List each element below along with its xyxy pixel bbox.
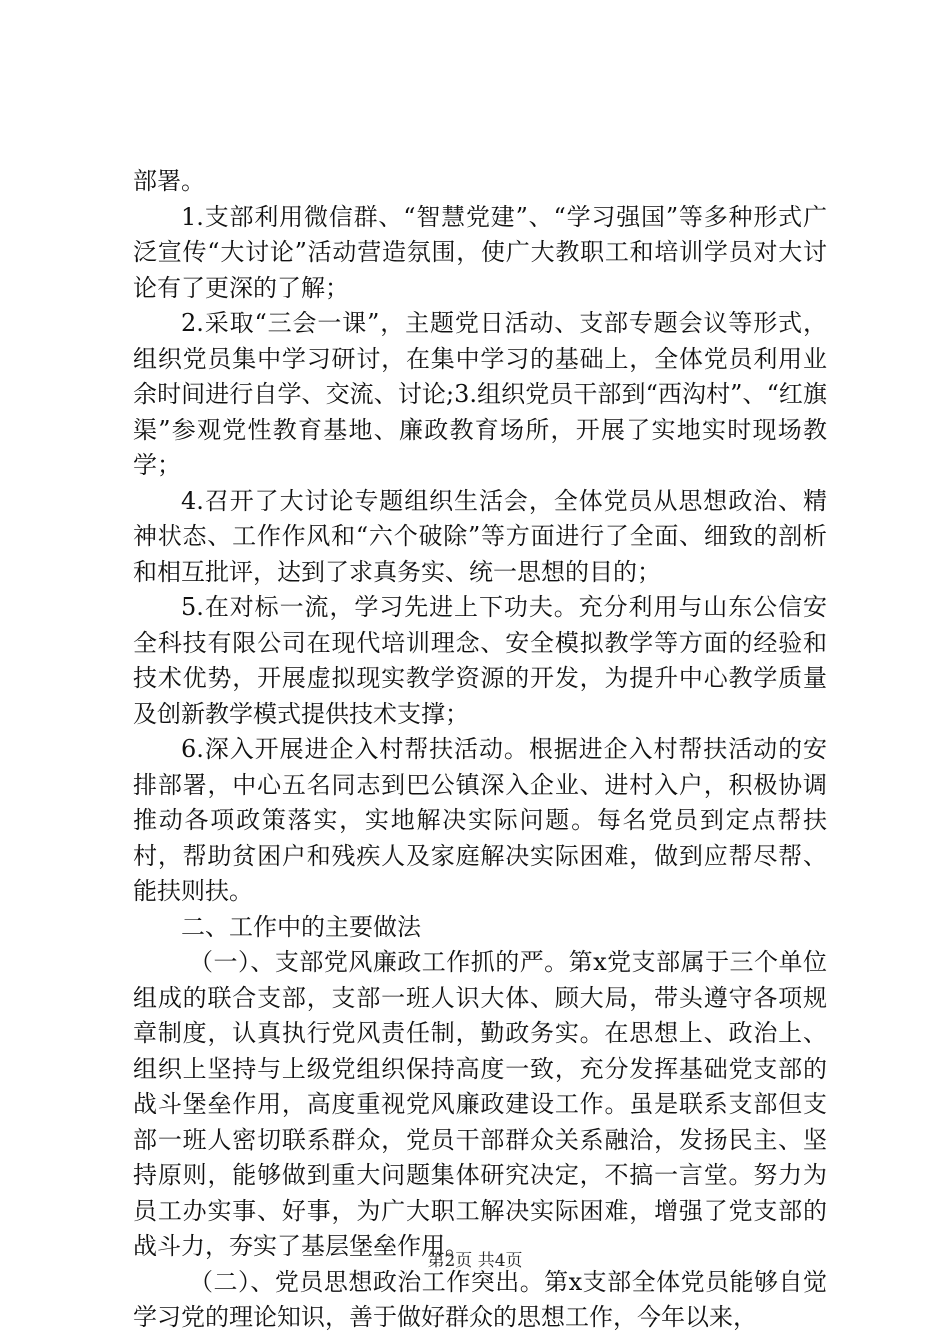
paragraph-section-1: （一）、支部党风廉政工作抓的严。第x党支部属于三个单位组成的联合支部，支部一班人识大体、顾大局，带头遵守各项规章制度，认真执行党风责任制，勤政务实。在思想上、政治上、组织上坚持与上级党组织保持高度一致，充分发挥基础党支部的战斗堡垒作用，高度重视党风廉政建设工作。虽是联系支部但支部一班人密切联系群众，党员干部群众关系融洽，发扬民主、坚持原则，能够做到重大问题集体研究决定，不搞一言堂。努力为员工办实事、好事，为广大职工解决实际困难，增强了党支部的战斗力，夯实了基层堡垒作用。 (133, 948, 827, 1260)
paragraph-section-2: （二）、党员思想政治工作突出。第x支部全体党员能够自觉学习党的理论知识，善于做好群众的思想工作，今年以来， (133, 1267, 827, 1331)
paragraph-item-2: 2.采取“三会一课”，主题党日活动、支部专题会议等形式，组织党员集中学习研讨，在集中学习的基础上，全体党员利用业余时间进行自学、交流、讨论;3.组织党员干部到“西沟村”、“红旗渠”参观党性教育基地、廉政教育场所，开展了实地实时现场教学； (133, 309, 827, 479)
paragraph-item-1: 1.支部利用微信群、“智慧党建”、“学习强国”等多种形式广泛宣传“大讨论”活动营造氛围，使广大教职工和培训学员对大讨论有了更深的了解； (133, 202, 827, 302)
paragraph-item-5: 5.在对标一流，学习先进上下功夫。充分利用与山东公信安全科技有限公司在现代培训理念、安全模拟教学等方面的经验和技术优势，开展虚拟现实教学资源的开发，为提升中心教学质量及创新教学模式提供技术支撑； (133, 593, 827, 728)
document-body (133, 164, 827, 1336)
paragraph-continuation: 部署。 (133, 167, 205, 195)
paragraph-item-6: 6.深入开展进企入村帮扶活动。根据进企入村帮扶活动的安排部署，中心五名同志到巴公镇深入企业、进村入户，积极协调推动各项政策落实，实地解决实际问题。每名党员到定点帮扶村，帮助贫困户和残疾人及家庭解决实际困难，做到应帮尽帮、能扶则扶。 (133, 735, 827, 905)
paragraph-item-4: 4.召开了大讨论专题组织生活会，全体党员从思想政治、精神状态、工作作风和“六个破除”等方面进行了全面、细致的剖析和相互批评，达到了求真务实、统一思想的目的； (133, 486, 827, 586)
page-number-footer: 第2页 共4页 (427, 1251, 523, 1271)
section-heading: 二、工作中的主要做法 (181, 912, 421, 941)
